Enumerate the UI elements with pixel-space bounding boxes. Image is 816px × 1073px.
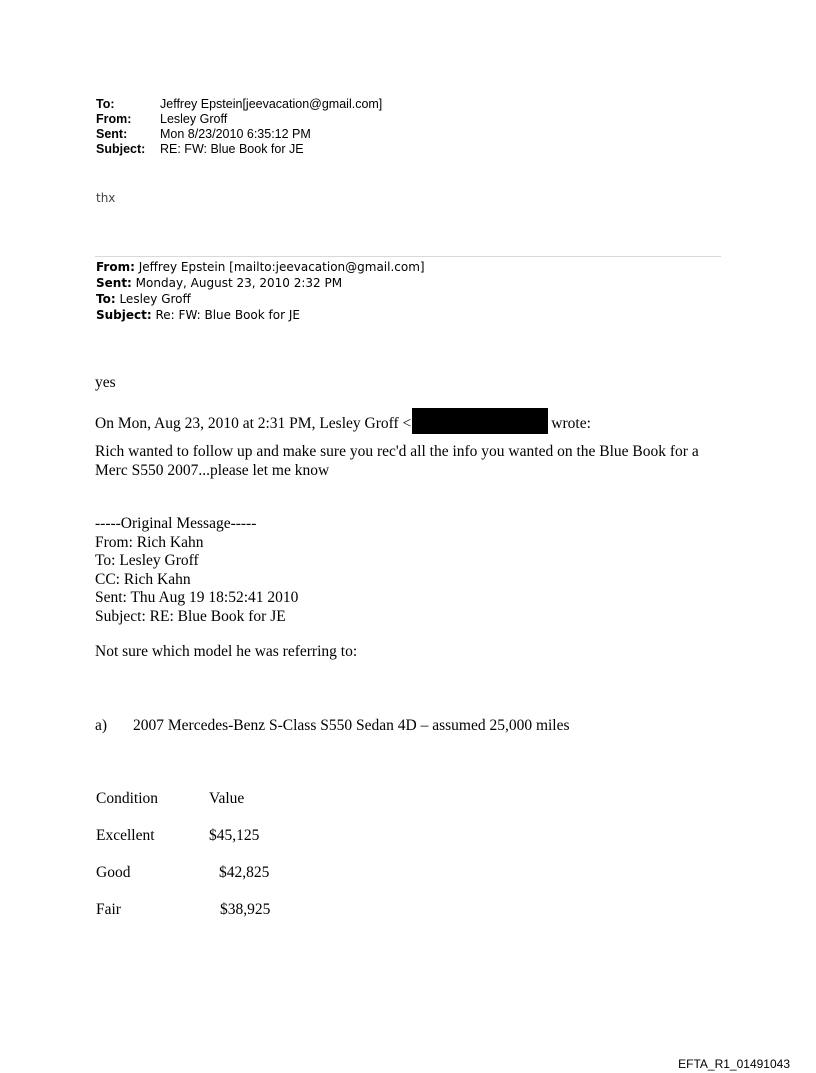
table-row [96, 827, 270, 864]
quote-intro-before: On Mon, Aug 23, 2010 at 2:31 PM, Lesley Groff < [95, 415, 412, 432]
forward-sent [96, 275, 425, 291]
table-row [96, 864, 270, 901]
rich-line-1: Rich wanted to follow up and make sure you rec'd all the info you wanted on the Blue Book for a [95, 443, 699, 460]
quote-intro-after: wrote: [551, 415, 591, 432]
forward-to [96, 291, 425, 307]
quote-intro [95, 408, 591, 434]
orig-sent: Sent: Thu Aug 19 18:52:41 2010 [95, 589, 299, 606]
list-item-marker: a) [95, 717, 108, 734]
table-cell-condition: Excellent [96, 827, 155, 844]
header-sent-value: Mon 8/23/2010 6:35:12 PM [160, 127, 311, 141]
value-table [96, 790, 270, 938]
forward-to-value: Lesley Groff [115, 292, 191, 306]
forward-subject [96, 307, 425, 323]
orig-subject: Subject: RE: Blue Book for JE [95, 607, 286, 625]
original-message-marker: -----Original Message----- [95, 515, 257, 532]
orig-from: From: Rich Kahn [95, 533, 204, 551]
table-cell-value: $38,925 [220, 901, 271, 918]
header-from-value: Lesley Groff [160, 112, 228, 126]
table-header-value: Value [209, 790, 245, 807]
header-subject-value: RE: FW: Blue Book for JE [160, 142, 304, 156]
forward-subject-value: Re: FW: Blue Book for JE [151, 308, 300, 322]
header-to [96, 97, 382, 112]
header-from-label: From: [96, 112, 132, 126]
header-to-value: Jeffrey Epstein[jeevacation@gmail.com] [160, 97, 383, 111]
header-subject [96, 142, 382, 157]
header-from [96, 112, 382, 127]
forward-divider [95, 256, 721, 257]
orig-cc: CC: Rich Kahn [95, 570, 191, 588]
list-item [95, 717, 570, 736]
document-id: EFTA_R1_01491043 [678, 1057, 790, 1071]
header-sent-label: Sent: [96, 127, 128, 141]
table-row [96, 901, 270, 938]
not-sure-line: Not sure which model he was referring to: [95, 643, 358, 660]
forward-header [96, 259, 425, 323]
forward-sent-label: Sent: [96, 276, 132, 290]
orig-to: To: Lesley Groff [95, 552, 199, 569]
redaction-block [412, 408, 548, 434]
forward-from [96, 259, 425, 275]
forward-to-label: To: [96, 292, 116, 306]
forward-subject-label: Subject: [96, 308, 152, 322]
table-cell-condition: Good [96, 864, 131, 881]
forward-sent-value: Monday, August 23, 2010 2:32 PM [131, 276, 343, 290]
forward-from-label: From: [96, 260, 135, 274]
table-cell-value: $42,825 [219, 864, 270, 881]
rich-line-2: Merc S550 2007...please let me know [95, 462, 330, 479]
forward-from-value: Jeffrey Epstein [mailto:jeevacation@gmail.com] [134, 260, 425, 274]
original-message-block [95, 515, 298, 626]
header-sent [96, 127, 382, 142]
table-cell-condition: Fair [96, 901, 121, 918]
body-yes: yes [95, 374, 116, 391]
list-item-text: 2007 Mercedes-Benz S-Class S550 Sedan 4D – assumed 25,000 miles [133, 717, 570, 734]
reply-body: thx [96, 191, 116, 205]
email-header [96, 97, 382, 157]
table-header-row [96, 790, 270, 827]
table-cell-value: $45,125 [209, 827, 260, 844]
header-subject-label: Subject: [96, 142, 146, 156]
header-to-label: To: [96, 97, 115, 111]
table-header-condition: Condition [96, 790, 159, 807]
